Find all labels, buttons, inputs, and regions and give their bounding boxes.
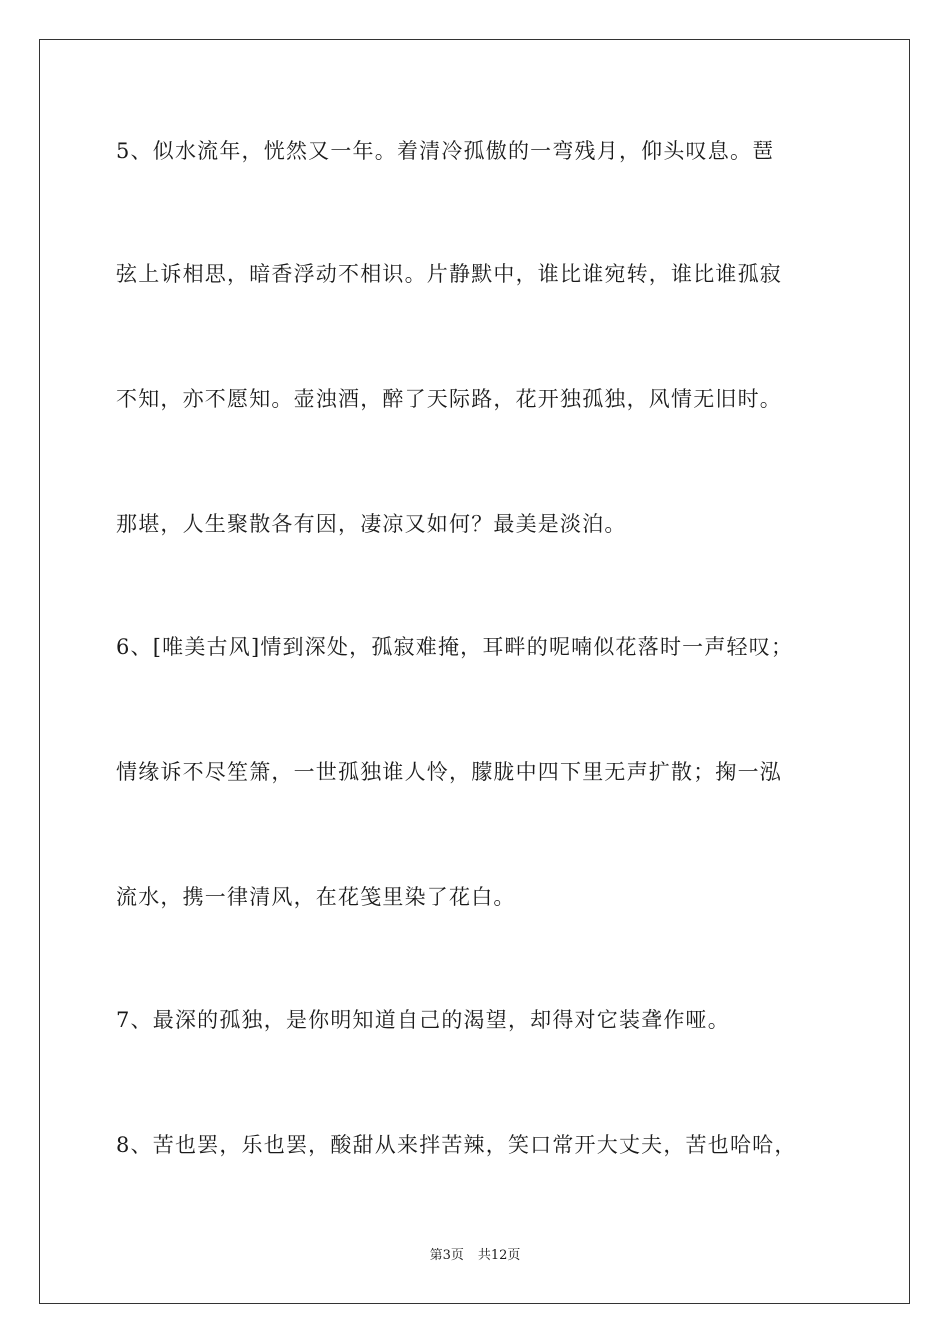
text-line: 不知，亦不愿知。壶浊酒，醉了天际路，花开独孤独，风情无旧时。: [116, 387, 782, 411]
page-total: 共12页: [477, 1248, 521, 1263]
page-footer: [0, 1247, 950, 1265]
text-line: 7、最深的孤独，是你明知道自己的渴望，却得对它装聋作哑。: [116, 1008, 730, 1032]
text-line: 6、[唯美古风]情到深处，孤寂难掩，耳畔的呢喃似花落时一声轻叹；: [116, 635, 794, 659]
text-line: 流水，携一律清风，在花笺里染了花白。: [116, 885, 516, 909]
text-line: 8、苦也罢，乐也罢，酸甜从来拌苦辣，笑口常开大丈夫，苦也哈哈，: [116, 1133, 797, 1157]
text-line: 5、似水流年，恍然又一年。着清冷孤傲的一弯残月，仰头叹息。琶: [116, 139, 775, 163]
text-line: 情缘诉不尽笙箫，一世孤独谁人怜，朦胧中四下里无声扩散；掬一泓: [116, 760, 782, 784]
text-line: 弦上诉相思，暗香浮动不相识。片静默中，谁比谁宛转，谁比谁孤寂: [116, 262, 782, 286]
page-border: [39, 39, 910, 1304]
page-number: 第3页: [429, 1248, 464, 1263]
text-line: 那堪，人生聚散各有因，凄凉又如何？最美是淡泊。: [116, 512, 627, 536]
